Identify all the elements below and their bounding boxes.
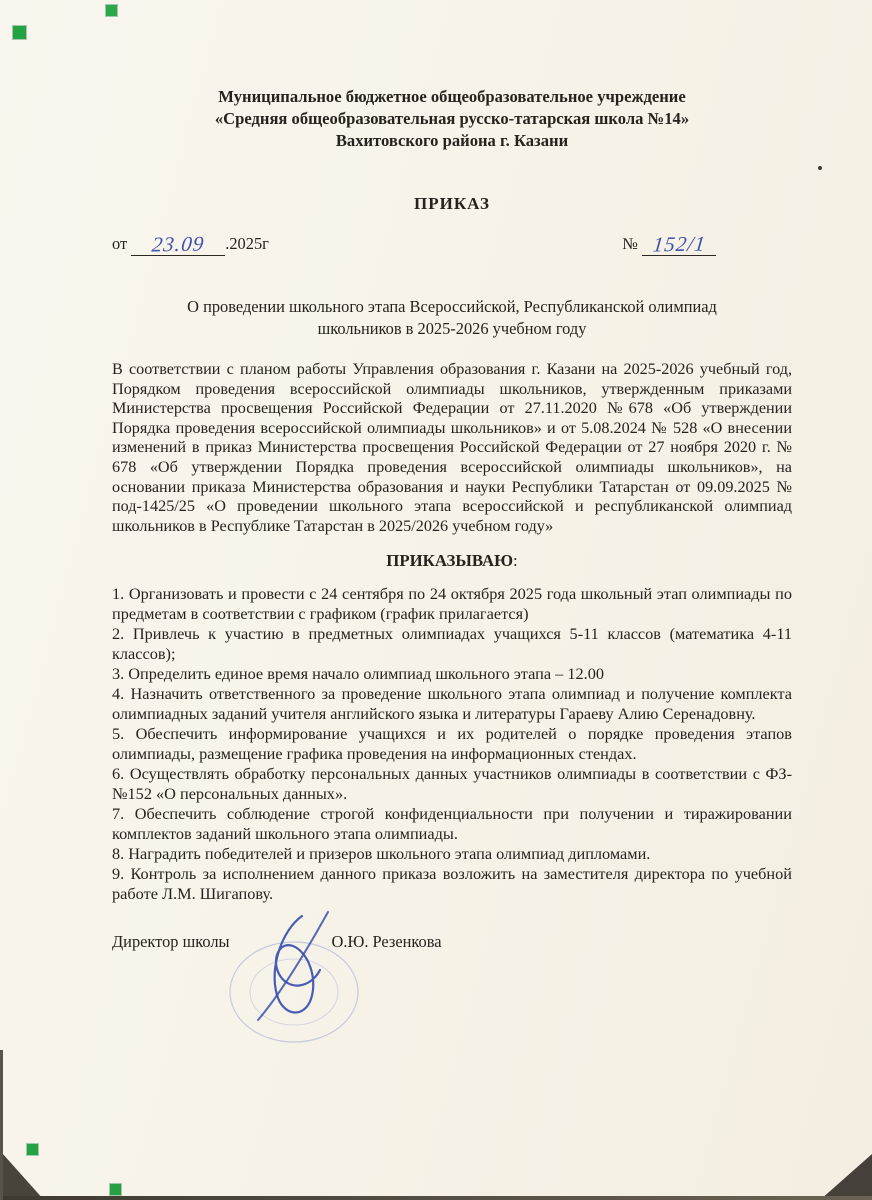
organization-header — [112, 86, 792, 152]
order-item: 2. Привлечь к участию в предметных олимпиадах учащихся 5-11 классов (математика 4-11 классов); — [112, 624, 792, 664]
date-number-row — [112, 230, 792, 256]
preamble-paragraph: В соответствии с планом работы Управления образования г. Казани на 2025-2026 учебный год, Порядком проведения всероссийской олимпиады школьников, утвержденным приказами Министерства просвещения Российской Федерации от 27.11.2020 №678 «Об утверждении Порядка проведения всероссийской олимпиады школьников» и от 5.08.2024 № 528 «О внесении изменений в приказ Министерства просвещения Российской Федерации от 27 ноября 2020 г. № 678 «Об утверждении Порядка проведения всероссийской олимпиады школьников», на основании приказа Министерства образования и науки Республики Татарстан от 09.09.2025 № под-1425/25 «О проведении школьного этапа всероссийской и республиканской олимпиад школьников в Республике Татарстан в 2025/2026 учебном году» — [112, 360, 792, 535]
resolution-heading — [112, 551, 792, 571]
resolution-word: ПРИКАЗЫВАЮ — [386, 551, 514, 571]
stamp-mark — [230, 942, 358, 1042]
order-item: 1. Организовать и провести с 24 сентября по 24 октября 2025 года школьный этап олимпиады по предметам в соответствии с графиком (график прилагается) — [112, 584, 792, 624]
org-line: Муниципальное бюджетное общеобразовательное учреждение — [218, 87, 686, 106]
order-item: 3. Определить единое время начало олимпиад школьного этапа – 12.00 — [112, 664, 604, 684]
resolution-colon: : — [513, 551, 518, 571]
scan-edge-shadow — [0, 1196, 872, 1200]
org-line: Вахитовского района г. Казани — [335, 131, 569, 150]
number-label: № — [622, 234, 638, 253]
order-subject: О проведении школьного этапа Всероссийской, Республиканской олимпиад школьников в 2025-2026 учебном году — [187, 297, 717, 338]
order-item: 7. Обеспечить соблюдение строгой конфиденциальности при получении и тиражировании комплектов заданий школьного этапа олимпиады. — [112, 804, 792, 844]
order-title: ПРИКАЗ — [414, 194, 490, 213]
order-item: 6. Осуществлять обработку персональных данных участников олимпиады в соответствии с ФЗ- №152 «О персональных данных». — [112, 764, 792, 804]
order-item: 8. Наградить победителей и призеров школьного этапа олимпиад дипломами. — [112, 844, 651, 864]
order-items — [112, 584, 792, 904]
order-date — [112, 230, 269, 256]
date-blank-line — [131, 230, 225, 256]
scan-mark-green — [27, 1144, 38, 1155]
handwritten-number: 152/1 — [651, 231, 707, 257]
scan-edge-shadow — [0, 1050, 3, 1200]
date-prefix: от — [112, 234, 128, 253]
org-line: «Средняя общеобразовательная русско-татарская школа №14» — [214, 109, 690, 128]
date-suffix: .2025г — [225, 234, 269, 253]
signature-block — [112, 932, 792, 952]
signature-role: Директор школы — [112, 932, 230, 952]
scan-shadow-corner — [820, 1154, 872, 1200]
signature-name: О.Ю. Резенкова — [331, 932, 442, 952]
order-item: 5. Обеспечить информирование учащихся и их родителей о порядке проведения этапов олимпиады, размещение графика проведения на информационных стендах. — [112, 724, 792, 764]
order-item: 4. Назначить ответственного за проведение школьного этапа олимпиад и получение комплекта олимпиадных заданий учителя английского языка и литературы Гараеву Алию Серенадовну. — [112, 684, 792, 724]
number-blank-line — [642, 230, 716, 256]
scan-mark-green — [110, 1184, 121, 1195]
order-item: 9. Контроль за исполнением данного приказа возложить на заместителя директора по учебной работе Л.М. Шигапову. — [112, 864, 792, 904]
handwritten-date: 23.09 — [150, 231, 206, 257]
signature-scribble — [222, 900, 397, 1050]
order-number — [622, 230, 716, 256]
